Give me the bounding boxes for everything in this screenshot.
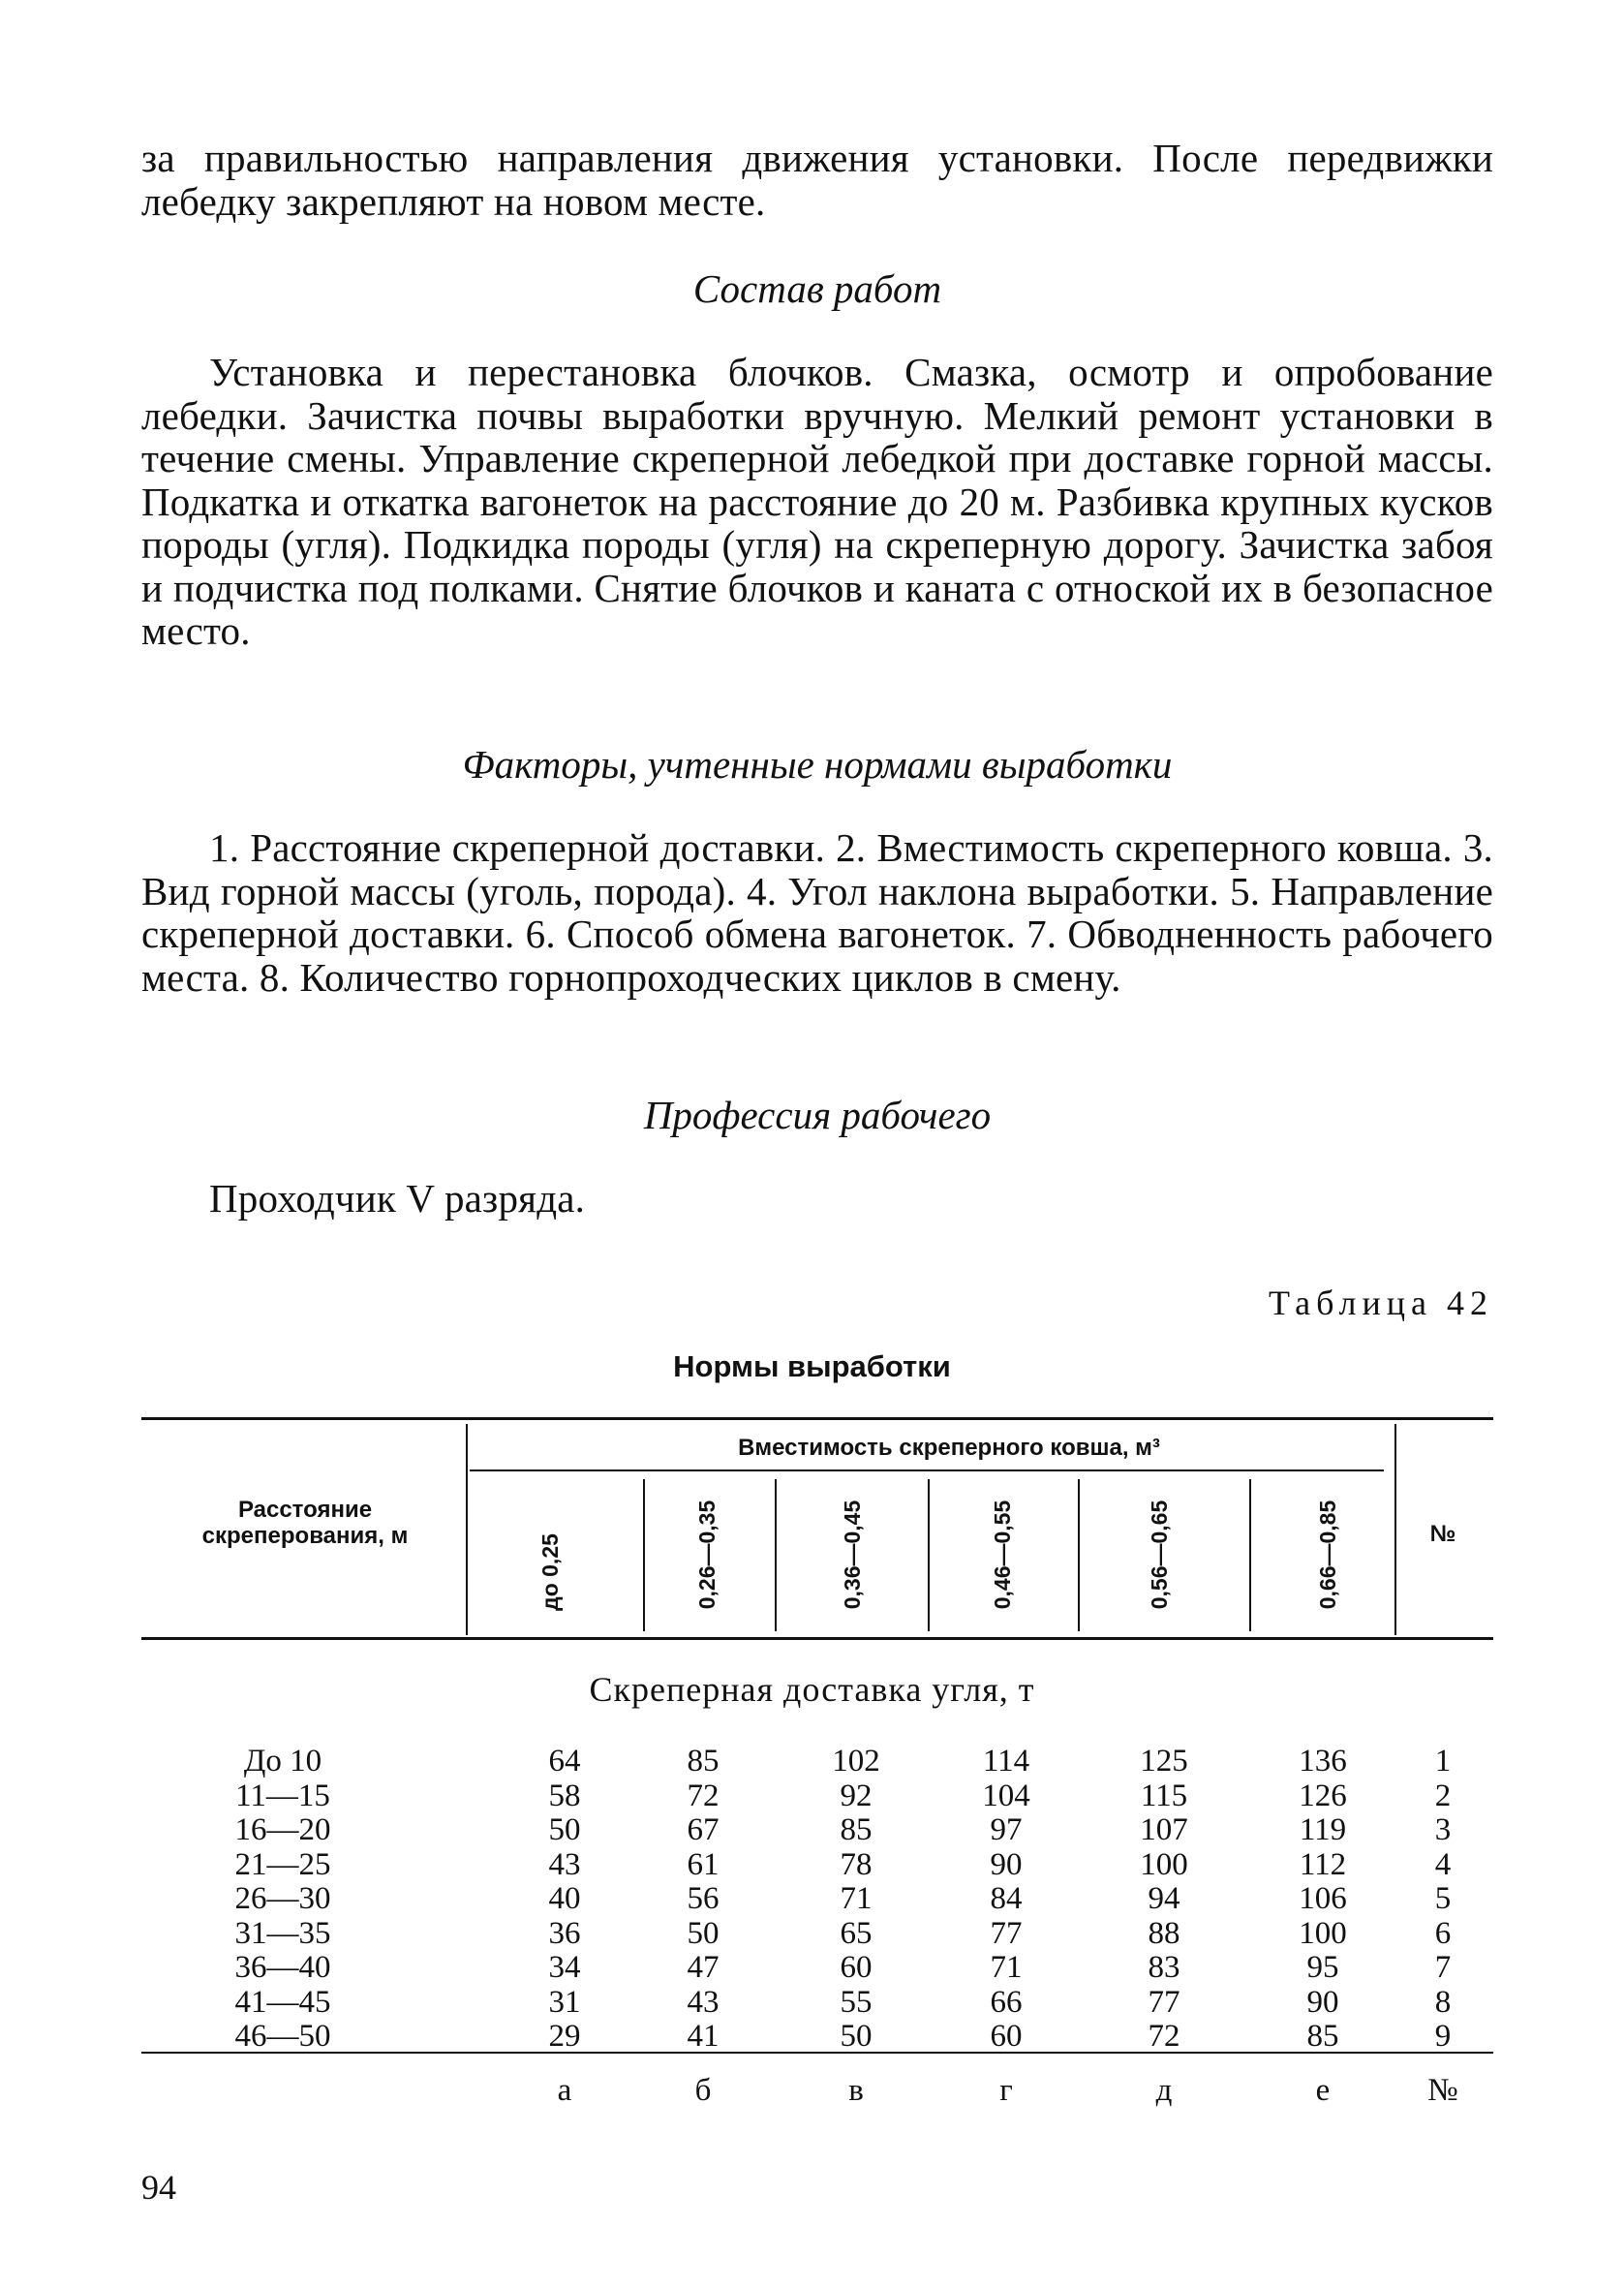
table-cell: 107 <box>1140 1812 1188 1847</box>
table-row-label: 46—50 <box>234 2019 331 2054</box>
table-cell: 50 <box>840 2019 873 2054</box>
table-cell: 125 <box>1140 1744 1188 1779</box>
table-row-number: 4 <box>1434 1846 1452 1882</box>
table-cell: 85 <box>1306 2019 1339 2054</box>
table-cell: 104 <box>982 1778 1030 1813</box>
table-cell: 77 <box>1148 1984 1180 2020</box>
row-header: Расстояние скреперования, м <box>201 1497 409 1549</box>
table-row-number: 5 <box>1434 1881 1452 1916</box>
column-header: до 0,25 <box>537 1533 563 1611</box>
column-divider <box>1249 1479 1251 1631</box>
table-cell: 78 <box>840 1846 873 1882</box>
table-cell: 106 <box>1299 1881 1347 1916</box>
column-letter: а <box>557 2073 572 2108</box>
table-cell: 84 <box>990 1881 1023 1916</box>
table-top-rule <box>141 1417 1493 1420</box>
column-divider <box>466 1424 468 1635</box>
table-cell: 90 <box>990 1846 1023 1882</box>
table-cell: 114 <box>982 1744 1030 1779</box>
table-cell: 31 <box>548 1984 581 2020</box>
paragraph-work-composition-text: Установка и перестановка блочков. Смазка, осмотр и опробование лебедки. Зачистка почвы выработки вручную. Мелкий ремонт установки в течение смены. Управление скреперной лебедкой при доставке горной массы. Подкатка и откатка вагонеток на расстояние до 20 м. Разбивка крупных кусков породы (угля). Подкидка породы (угля) на скреперную дорогу. Зачистка забоя и подчистка под полками. Снятие блочков и каната с отноской их в безопасное место. <box>141 350 1493 653</box>
table-cell: 60 <box>990 2019 1023 2054</box>
table-cell: 102 <box>832 1744 880 1779</box>
table-title: Нормы выработки <box>673 1349 951 1383</box>
column-header: 0,26—0,35 <box>694 1500 720 1610</box>
table-cell: 95 <box>1306 1950 1339 1985</box>
table-cell: 64 <box>548 1744 581 1779</box>
group-header: Вместимость скреперного ковша, м³ <box>738 1435 1160 1461</box>
table-row-number: 3 <box>1434 1812 1452 1847</box>
column-divider <box>1078 1479 1080 1631</box>
table-cell: 60 <box>840 1950 873 1985</box>
table-row-number: 9 <box>1434 2019 1452 2054</box>
column-divider <box>643 1479 645 1631</box>
group-header-rule <box>470 1469 1384 1471</box>
table-row-label: До 10 <box>243 1744 322 1779</box>
table-cell: 83 <box>1148 1950 1180 1985</box>
table-row-label: 31—35 <box>234 1915 331 1951</box>
table-cell: 67 <box>687 1812 720 1847</box>
paragraph-profession <box>141 1177 1493 1221</box>
table-cell: 36 <box>548 1915 581 1951</box>
column-letter: в <box>848 2073 864 2108</box>
heading-profession: Профессия рабочего <box>643 1093 992 1137</box>
table-cell: 88 <box>1148 1915 1180 1951</box>
table-cell: 56 <box>687 1881 720 1916</box>
column-divider <box>775 1479 777 1631</box>
table-section-title: Скреперная доставка угля, т <box>589 1670 1035 1709</box>
table-cell: 43 <box>548 1846 581 1882</box>
table-row-number: 7 <box>1434 1950 1452 1985</box>
column-header: 0,46—0,55 <box>990 1500 1015 1610</box>
table-cell: 41 <box>687 2019 720 2054</box>
table-row-label: 16—20 <box>234 1812 331 1847</box>
table-cell: 66 <box>990 1984 1023 2020</box>
column-letter: д <box>1155 2073 1173 2108</box>
table-cell: 115 <box>1140 1778 1188 1813</box>
table-cell: 65 <box>840 1915 873 1951</box>
table-row-label: 26—30 <box>234 1881 331 1916</box>
paragraph-work-composition <box>141 351 1493 653</box>
column-letter: б <box>694 2073 712 2108</box>
table-cell: 43 <box>687 1984 720 2020</box>
table-row-number: 1 <box>1434 1744 1452 1779</box>
table-header-bottom-rule <box>141 1637 1493 1640</box>
table-cell: 55 <box>840 1984 873 2020</box>
table-row-number: 6 <box>1434 1915 1452 1951</box>
paragraph-profession-text: Проходчик V разряда. <box>209 1176 586 1221</box>
table-cell: 72 <box>1148 2019 1180 2054</box>
table-cell: 136 <box>1299 1744 1347 1779</box>
table-cell: 97 <box>990 1812 1023 1847</box>
table-cell: 72 <box>687 1778 720 1813</box>
table-cell: 85 <box>840 1812 873 1847</box>
paragraph-factors <box>141 826 1493 999</box>
table-cell: 126 <box>1299 1778 1347 1813</box>
heading-factors: Факторы, учтенные нормами выработки <box>462 742 1173 787</box>
table-cell: 92 <box>840 1778 873 1813</box>
table-cell: 119 <box>1299 1812 1347 1847</box>
heading-work-composition: Состав работ <box>692 266 942 311</box>
table-cell: 71 <box>990 1950 1023 1985</box>
table-row-label: 41—45 <box>234 1984 331 2020</box>
column-header: 0,66—0,85 <box>1315 1500 1340 1610</box>
table-row-label: 11—15 <box>235 1778 330 1813</box>
table-row-number: 8 <box>1434 1984 1452 2020</box>
column-letter-num: № <box>1427 2073 1458 2108</box>
table-cell: 77 <box>990 1915 1023 1951</box>
table-cell: 85 <box>687 1744 720 1779</box>
column-header: 0,36—0,45 <box>840 1500 865 1610</box>
table-row-label: 36—40 <box>234 1950 331 1985</box>
table-label: Таблица 42 <box>1269 1284 1493 1322</box>
paragraph-factors-text: 1. Расстояние скреперной доставки. 2. Вместимость скреперного ковша. 3. Вид горной массы (уголь, порода). 4. Угол наклона выработки. 5. Направление скреперной доставки. 6. Способ обмена вагонеток. 7. Обводненность рабочего места. 8. Количество горнопроходческих циклов в смену. <box>141 825 1493 1000</box>
table-cell: 100 <box>1299 1915 1347 1951</box>
table-cell: 50 <box>687 1915 720 1951</box>
table-cell: 90 <box>1306 1984 1339 2020</box>
table-cell: 61 <box>687 1846 720 1882</box>
column-header: 0,56—0,65 <box>1147 1500 1172 1610</box>
table-cell: 100 <box>1140 1846 1188 1882</box>
num-header: № <box>1429 1521 1456 1547</box>
table-cell: 50 <box>548 1812 581 1847</box>
table-cell: 58 <box>548 1778 581 1813</box>
page-number: 94 <box>141 2168 176 2207</box>
column-letter: г <box>999 2073 1013 2108</box>
column-divider <box>928 1479 930 1631</box>
paragraph-intro: за правильностью направления движения установки. После передвижки лебедку закрепляют на новом месте. <box>141 136 1493 224</box>
table-cell: 34 <box>548 1950 581 1985</box>
table-cell: 112 <box>1299 1846 1347 1882</box>
column-letter: е <box>1315 2073 1331 2108</box>
table-cell: 47 <box>687 1950 720 1985</box>
table-cell: 71 <box>840 1881 873 1916</box>
table-cell: 29 <box>548 2019 581 2054</box>
column-divider <box>1394 1424 1396 1635</box>
table-row-label: 21—25 <box>234 1846 331 1882</box>
table-row-number: 2 <box>1434 1778 1452 1813</box>
table-cell: 94 <box>1148 1881 1180 1916</box>
table-cell: 40 <box>548 1881 581 1916</box>
